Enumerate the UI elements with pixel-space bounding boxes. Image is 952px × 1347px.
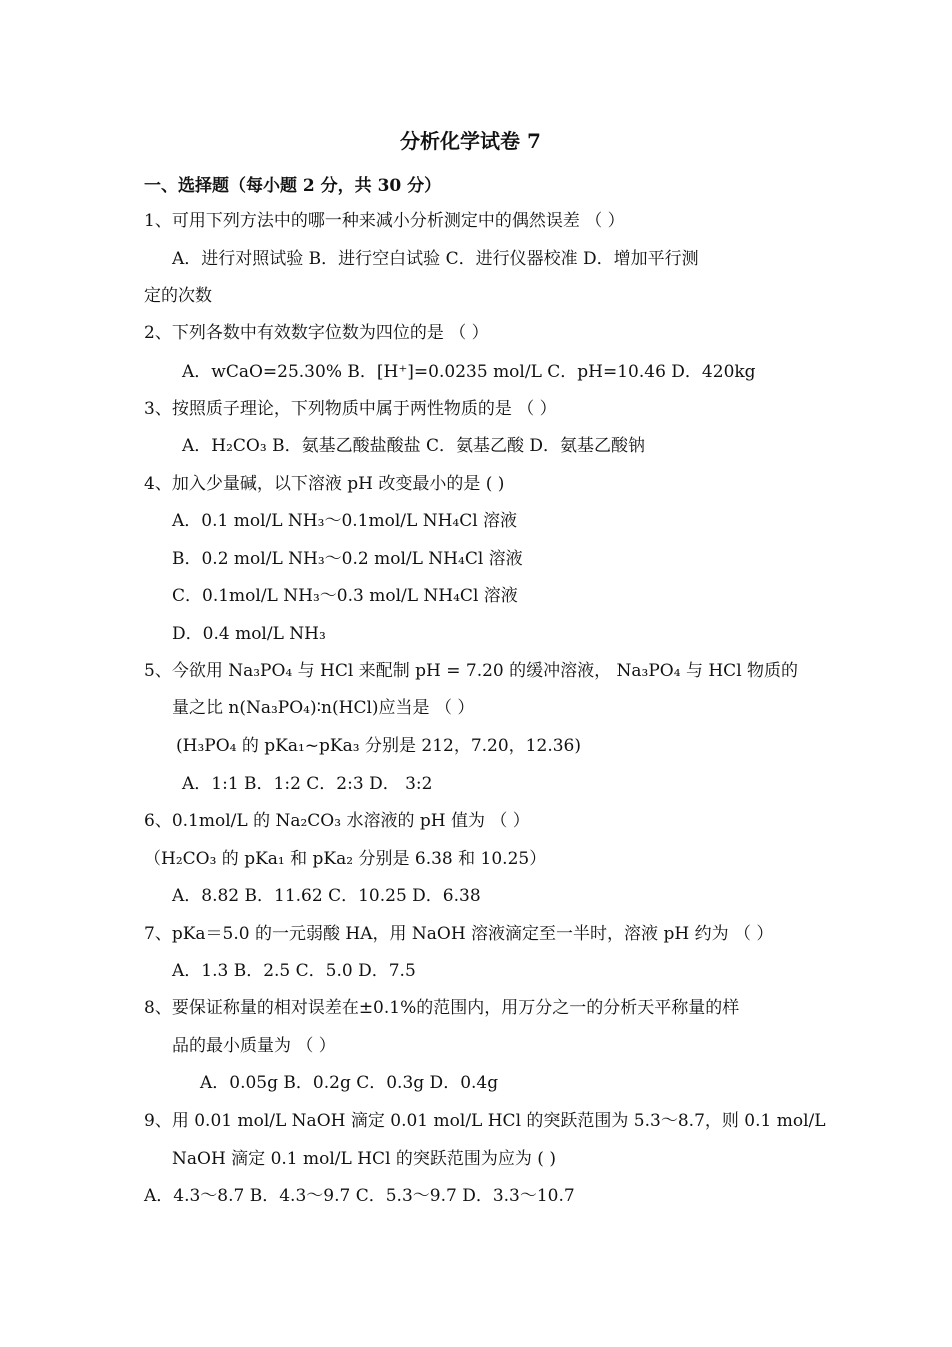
question-5-cont: 量之比 n(Na₃PO₄)∶n(HCl)应当是 （ ） xyxy=(172,698,475,718)
question-2: 2、下列各数中有效数字位数为四位的是 （ ） xyxy=(144,323,489,343)
q4-option-b: B．0.2 mol/L NH₃～0.2 mol/L NH₄Cl 溶液 xyxy=(172,549,523,569)
question-7: 7、pKa＝5.0 的一元弱酸 HA，用 NaOH 溶液滴定至一半时，溶液 pH 约为 （ ） xyxy=(144,924,774,944)
q6-options: A．8.82 B．11.62 C．10.25 D．6.38 xyxy=(172,886,481,906)
section-heading: 一、选择题（每小题 2 分，共 30 分） xyxy=(144,176,442,196)
q1-options-cont: 定的次数 xyxy=(144,286,212,306)
question-9-cont: NaOH 滴定 0.1 mol/L HCl 的突跃范围为应为 ( ) xyxy=(172,1149,556,1169)
page-title: 分析化学试卷 7 xyxy=(400,129,541,153)
q1-options: A．进行对照试验 B．进行空白试验 C．进行仪器校准 D．增加平行测 xyxy=(172,249,699,269)
q7-options: A．1.3 B．2.5 C．5.0 D．7.5 xyxy=(172,961,416,981)
question-5: 5、今欲用 Na₃PO₄ 与 HCl 来配制 pH = 7.20 的缓冲溶液， Na₃PO₄ 与 HCl 物质的 xyxy=(144,661,799,681)
q2-options: A．wCaO=25.30% B．[H⁺]=0.0235 mol/L C．pH=10.46 D．420kg xyxy=(182,362,756,382)
question-6: 6、0.1mol/L 的 Na₂CO₃ 水溶液的 pH 值为 （ ） xyxy=(144,811,530,831)
q5-note: (H₃PO₄ 的 pKa₁~pKa₃ 分别是 212，7.20，12.36) xyxy=(176,736,581,756)
question-1: 1、可用下列方法中的哪一种来减小分析测定中的偶然误差 （ ） xyxy=(144,211,625,231)
q4-option-a: A．0.1 mol/L NH₃～0.1mol/L NH₄Cl 溶液 xyxy=(172,511,518,531)
question-4: 4、加入少量碱，以下溶液 pH 改变最小的是 ( ) xyxy=(144,474,505,494)
q3-options: A．H₂CO₃ B．氨基乙酸盐酸盐 C．氨基乙酸 D．氨基乙酸钠 xyxy=(182,436,646,456)
q5-options: A．1:1 B．1:2 C．2:3 D． 3:2 xyxy=(182,774,433,794)
question-3: 3、按照质子理论，下列物质中属于两性物质的是 （ ） xyxy=(144,399,557,419)
question-8-cont: 品的最小质量为 （ ） xyxy=(172,1036,336,1056)
q8-options: A．0.05g B．0.2g C．0.3g D．0.4g xyxy=(200,1073,499,1093)
q9-options: A．4.3～8.7 B．4.3～9.7 C．5.3～9.7 D．3.3～10.7 xyxy=(144,1186,575,1206)
q4-option-d: D．0.4 mol/L NH₃ xyxy=(172,624,326,644)
q6-note: （H₂CO₃ 的 pKa₁ 和 pKa₂ 分别是 6.38 和 10.25） xyxy=(144,849,547,869)
question-9: 9、用 0.01 mol/L NaOH 滴定 0.01 mol/L HCl 的突跃范围为 5.3～8.7，则 0.1 mol/L xyxy=(144,1111,826,1131)
q4-option-c: C．0.1mol/L NH₃～0.3 mol/L NH₄Cl 溶液 xyxy=(172,586,518,606)
question-8: 8、要保证称量的相对误差在±0.1%的范围内，用万分之一的分析天平称量的样 xyxy=(144,998,740,1018)
